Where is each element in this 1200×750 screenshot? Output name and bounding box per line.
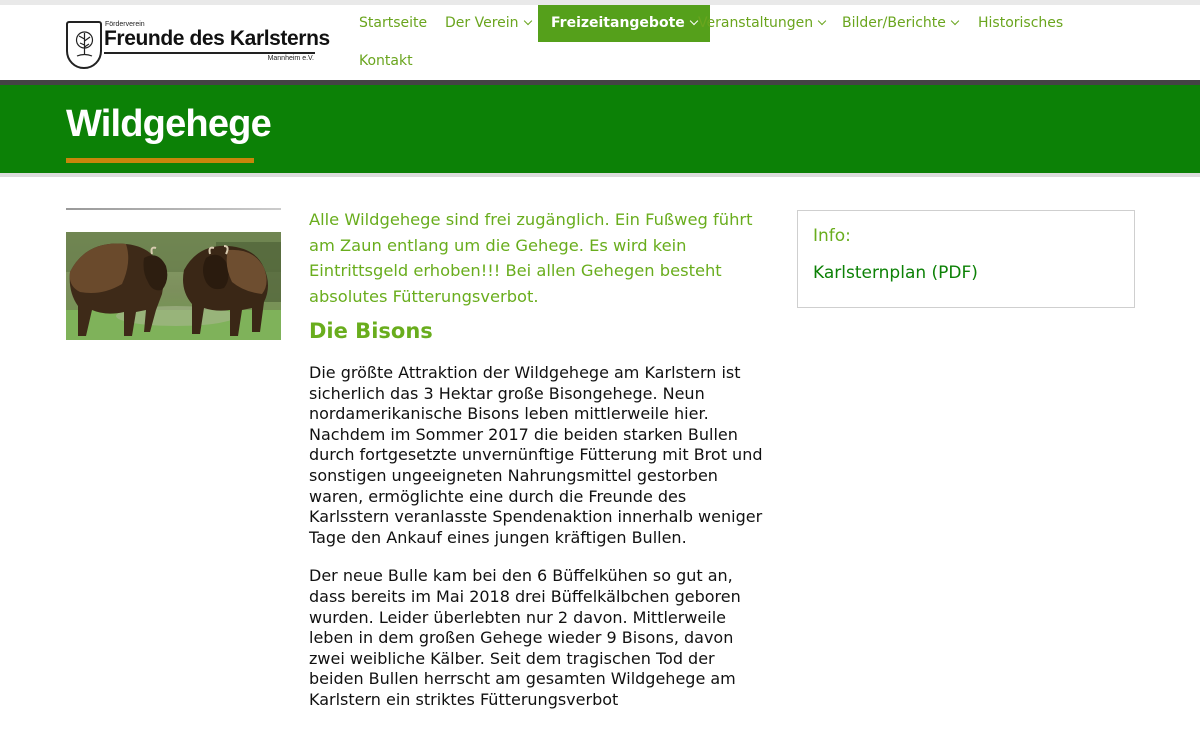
nav-item-startseite[interactable] bbox=[346, 5, 440, 42]
nav-item-label: Bilder/Berichte bbox=[842, 15, 946, 31]
logo-small-text: Förderverein bbox=[105, 21, 145, 28]
nav-item-label: Der Verein bbox=[445, 15, 519, 31]
logo-name: Freunde des Karlsterns bbox=[104, 27, 330, 50]
title-underline bbox=[66, 158, 254, 163]
nav-item-label: Kontakt bbox=[359, 53, 413, 69]
info-box bbox=[797, 210, 1135, 308]
title-band bbox=[0, 85, 1200, 173]
nav-item-label: Freizeitangebote bbox=[551, 15, 685, 31]
nav-item-label: Startseite bbox=[359, 15, 428, 31]
paragraph: Die größte Attraktion der Wildgehege am Karlstern ist sicherlich das 3 Hektar große Bisongehege. Neun nordamerikanische Bisons leben mittlerweile hier. Nachdem im Sommer 2017 die beiden starken Bullen durch fortgesetzte unvernünftige Fütterung mit Brot und sonstigen ungeeigneten Nahrungsmittel gestorben waren, ermöglichte eine durch die Freunde des Karlsstern veranlasste Spendenaktion innerhalb weniger Tage den Ankauf eines jungen kräftigen Bullen. bbox=[309, 363, 763, 547]
image-divider bbox=[66, 208, 281, 210]
nav-item-veranstaltungen[interactable] bbox=[685, 5, 838, 42]
chevron-down-icon bbox=[951, 17, 959, 25]
nav-item-kontakt[interactable] bbox=[346, 43, 426, 80]
tree-emblem-icon bbox=[66, 21, 102, 69]
main-content bbox=[309, 207, 769, 711]
nav-item-bilder-berichte[interactable] bbox=[829, 5, 971, 42]
nav-item-freizeitangebote[interactable] bbox=[538, 5, 710, 42]
paragraph: Der neue Bulle kam bei den 6 Büffelkühen so gut an, dass bereits im Mai 2018 drei Büffelkälbchen geboren wurden. Leider überlebten nur 2 davon. Mittlerweile leben in dem großen Gehege wieder 9 Bisons, davon zwei weibliche Kälber. Seit dem tragischen Tod der beiden Bullen herrscht am gesamten Wildgehege am Karlstern ein striktes Fütterungsverbot bbox=[309, 566, 741, 709]
karlsternplan-pdf-link[interactable]: Karlsternplan (PDF) bbox=[813, 263, 978, 283]
chevron-down-icon bbox=[523, 17, 531, 25]
chevron-down-icon bbox=[818, 17, 826, 25]
page-title: Wildgehege bbox=[66, 103, 271, 145]
nav-item-label: Veranstaltungen bbox=[698, 15, 814, 31]
logo-rule bbox=[104, 52, 315, 54]
main-nav bbox=[346, 5, 1086, 80]
nav-item-historisches[interactable] bbox=[965, 5, 1076, 42]
content-area bbox=[0, 177, 1200, 750]
site-logo[interactable] bbox=[66, 21, 330, 73]
site-header bbox=[0, 5, 1200, 80]
info-label: Info: bbox=[813, 226, 851, 246]
logo-city: Mannheim e.V. bbox=[267, 55, 314, 62]
bison-photo bbox=[66, 232, 281, 340]
nav-item-der-verein[interactable] bbox=[432, 5, 544, 42]
intro-text: Alle Wildgehege sind frei zugänglich. Ein Fußweg führt am Zaun entlang um die Gehege. Es wird kein Eintrittsgeld erhoben!!! Bei allen Gehegen besteht absolutes Fütterungsverbot. bbox=[309, 210, 753, 306]
section-heading: Die Bisons bbox=[309, 319, 433, 343]
nav-item-label: Historisches bbox=[978, 15, 1064, 31]
